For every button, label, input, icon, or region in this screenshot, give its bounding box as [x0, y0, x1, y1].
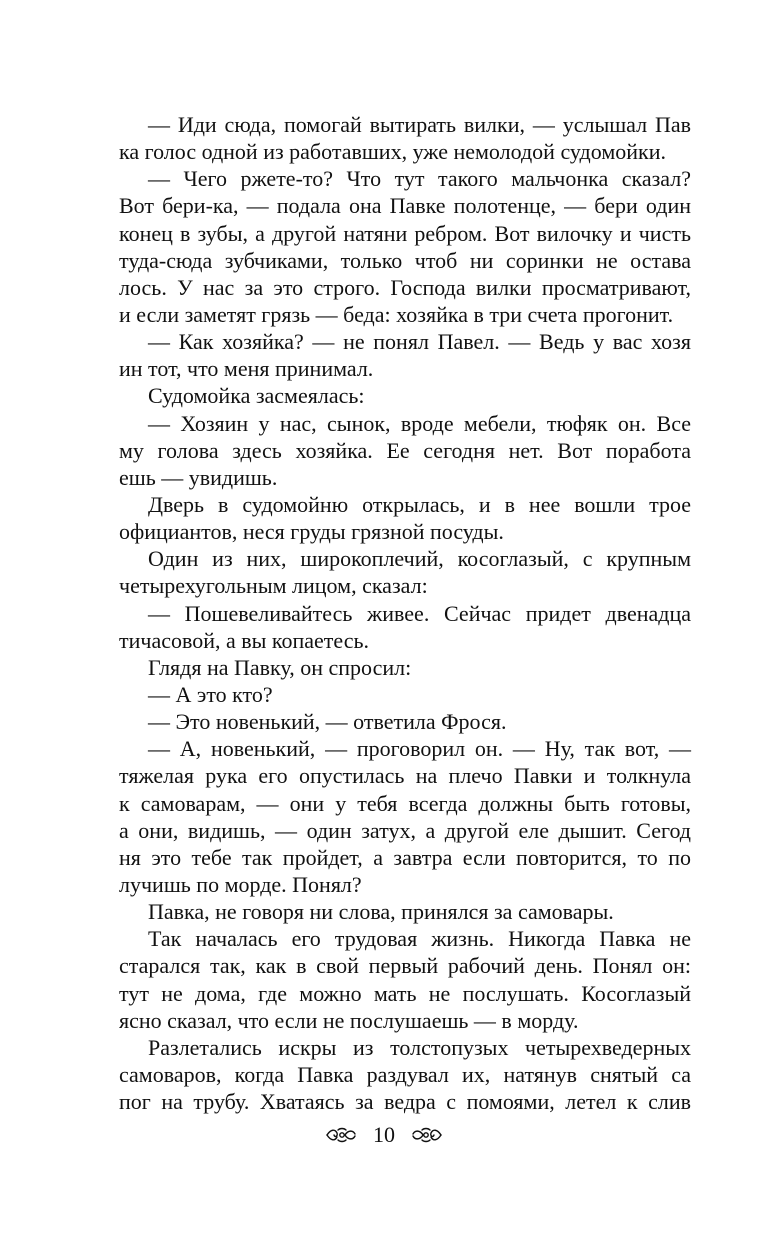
text-line: и если заметят грязь — беда: хозяйка в три счета прогонит.	[119, 301, 674, 327]
text-line: ясно сказал, что если не послушаешь — в морду.	[119, 1007, 579, 1033]
text-line: тяжелая рука его опустилась на плечо Павки и толкнула	[119, 763, 691, 789]
text-line: лось. У нас за это строго. Господа вилки просматривают,	[119, 274, 691, 300]
floral-ornament-icon	[325, 1126, 359, 1144]
text-line: — А это кто?	[148, 681, 273, 707]
text-line: — Иди сюда, помогай вытирать вилки, — услышал Пав	[148, 112, 691, 137]
text-line: Судомойка засмеялась:	[148, 383, 365, 409]
text-line: пог на трубу. Хватаясь за ведра с помоями, летел к слив	[119, 1089, 691, 1115]
text-line: ин тот, что меня принимал.	[119, 356, 374, 382]
page-number: 10	[373, 1122, 395, 1147]
text-line: официантов, неся груды грязной посуды.	[119, 519, 504, 545]
text-line: лучишь по морде. Понял?	[119, 871, 362, 897]
text-line: Разлетались искры из толстопузых четырехведерных	[148, 1034, 691, 1060]
text-line: ка голос одной из работавших, уже немолодой судомойки.	[119, 139, 666, 165]
text-line: Вот бери-ка, — подала она Павке полотенце, — бери один	[119, 193, 691, 219]
text-line: Так началась его трудовая жизнь. Никогда Павка не	[148, 926, 691, 952]
text-line: ешь — увидишь.	[119, 464, 278, 490]
text-line: — Пошевеливайтесь живее. Сейчас придет двенадца	[148, 600, 691, 626]
text-line: четырехугольным лицом, сказал:	[119, 573, 428, 599]
text-line: Один из них, широкоплечий, косоглазый, с крупным	[148, 546, 691, 572]
text-line: — Как хозяйка? — не понял Павел. — Ведь у вас хозя	[148, 329, 691, 355]
text-line: туда-сюда зубчиками, только чтоб ни соринки не остава	[119, 247, 691, 273]
text-line: Глядя на Павку, он спросил:	[148, 654, 412, 680]
text-line: ня это тебе так пройдет, а завтра если повторится, то по	[119, 844, 691, 870]
body-text	[119, 111, 691, 1115]
text-line: к самоварам, — они у тебя всегда должны быть готовы,	[119, 790, 691, 816]
text-line: Дверь в судомойню открылась, и в нее вошли трое	[148, 491, 691, 517]
text-line: му голова здесь хозяйка. Ее сегодня нет. Вот поработа	[119, 437, 691, 463]
text-line: самоваров, когда Павка раздувал их, натянув снятый са	[119, 1061, 691, 1087]
floral-ornament-icon	[409, 1126, 443, 1144]
text-line: а они, видишь, — один затух, а другой еле дышит. Сегод	[119, 817, 691, 843]
text-line: Павка, не говоря ни слова, принялся за самовары.	[148, 899, 614, 925]
text-line: — Хозяин у нас, сынок, вроде мебели, тюфяк он. Все	[148, 410, 691, 436]
text-line: тичасовой, а вы копаетесь.	[119, 627, 370, 653]
text-line: — Это новенький, — ответила Фрося.	[148, 709, 507, 735]
text-line: — Чего ржете-то? Что тут такого мальчонка сказал?	[148, 166, 691, 192]
text-line: конец в зубы, а другой натяни ребром. Вот вилочку и чисть	[119, 220, 691, 246]
text-line: тут не дома, где можно мать не послушать. Косоглазый	[119, 980, 691, 1006]
page-footer	[0, 1120, 768, 1150]
text-line: — А, новенький, — проговорил он. — Ну, так вот, —	[148, 736, 691, 762]
text-line: старался так, как в свой первый рабочий день. Понял он:	[119, 953, 691, 979]
